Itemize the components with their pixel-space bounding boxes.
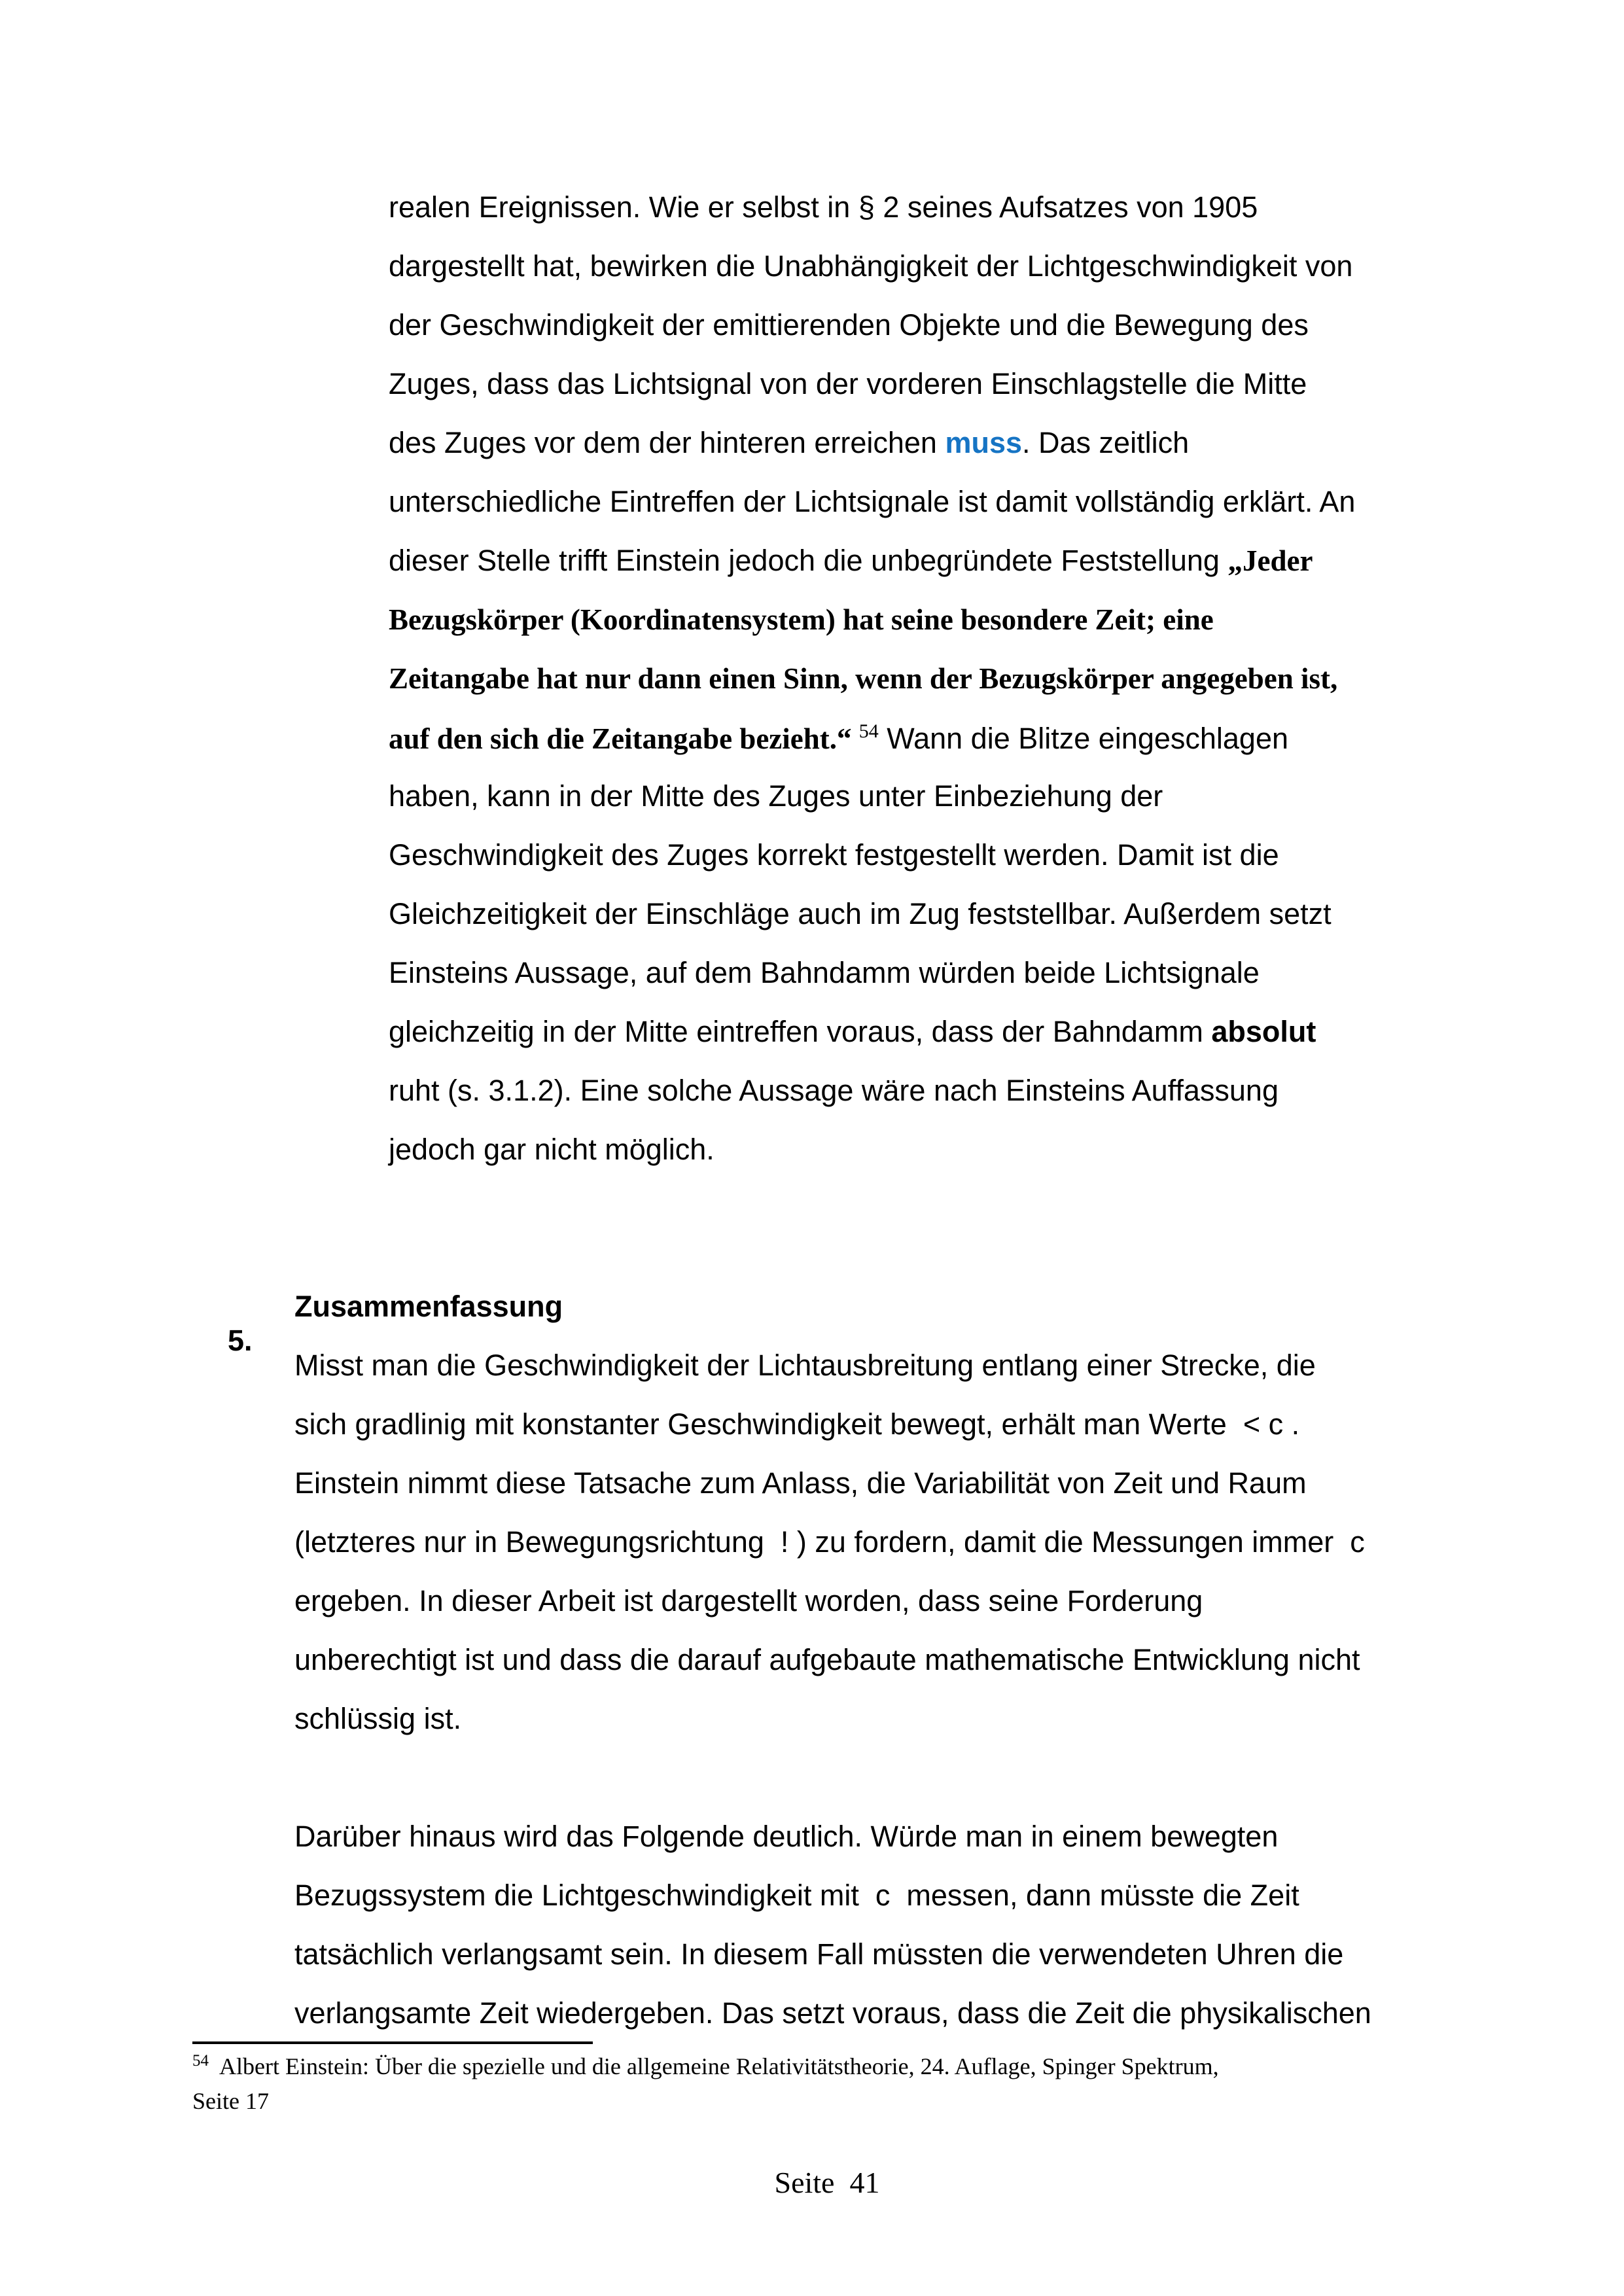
text-line <box>294 1407 1299 1441</box>
text-run: Einsteins Aussage, auf dem Bahndamm würden beide Lichtsignale <box>389 956 1260 989</box>
text-run: unterschiedliche Eintreffen der Lichtsignale ist damit vollständig erklärt. An <box>389 485 1356 518</box>
text-run: . Das zeitlich <box>1022 426 1190 459</box>
text-run: des Zuges vor dem der hinteren erreichen <box>389 426 945 459</box>
text-run: Darüber hinaus wird das Folgende deutlich. Würde man in einem bewegten <box>294 1820 1279 1853</box>
text-run: auf den sich die Zeitangabe bezieht.“ <box>389 722 859 755</box>
text-run: realen Ereignissen. Wie er selbst in § 2 seines Aufsatzes von 1905 <box>389 190 1258 224</box>
text-run: gleichzeitig in der Mitte eintreffen voraus, dass der Bahndamm <box>389 1015 1212 1048</box>
text-line <box>389 662 1337 696</box>
text-run: Zeitangabe hat nur dann einen Sinn, wenn der Bezugskörper angegeben ist, <box>389 662 1338 695</box>
text-run: absolut <box>1211 1015 1316 1048</box>
text-run: Geschwindigkeit des Zuges korrekt festgestellt werden. Damit ist die <box>389 838 1279 872</box>
text-run: verlangsamte Zeit wiedergeben. Das setzt voraus, dass die Zeit die physikalischen <box>294 1996 1371 2030</box>
text-run: der Geschwindigkeit der emittierenden Objekte und die Bewegung des <box>389 308 1309 342</box>
text-run: 54 <box>192 2052 209 2070</box>
text-line <box>389 190 1258 224</box>
text-run: Einstein nimmt diese Tatsache zum Anlass, die Variabilität von Zeit und Raum <box>294 1466 1307 1500</box>
text-run: muss <box>945 426 1023 459</box>
text-run: tatsächlich verlangsamt sein. In diesem Fall müssten die verwendeten Uhren die <box>294 1937 1344 1971</box>
text-run: haben, kann in der Mitte des Zuges unter Einbeziehung der <box>389 779 1163 813</box>
text-line <box>389 838 1279 872</box>
text-line <box>389 1074 1279 1108</box>
text-line <box>389 544 1313 578</box>
text-line <box>294 1466 1307 1500</box>
text-line <box>294 1643 1360 1677</box>
footnote-separator-rule <box>192 2041 593 2044</box>
text-line <box>294 1879 1299 1913</box>
text-run: 54 <box>858 720 879 742</box>
text-run: Misst man die Geschwindigkeit der Lichtausbreitung entlang einer Strecke, die <box>294 1349 1316 1382</box>
text-line <box>294 1937 1343 1971</box>
text-line <box>294 1702 461 1736</box>
section-heading-title: Zusammenfassung <box>294 1290 563 1323</box>
text-line <box>389 897 1332 931</box>
text-run: sich gradlinig mit konstanter Geschwindigkeit bewegt, erhält man Werte < c . <box>294 1407 1300 1441</box>
text-run: Gleichzeitigkeit der Einschläge auch im Zug feststellbar. Außerdem setzt <box>389 897 1332 930</box>
text-line <box>389 485 1355 519</box>
text-line <box>389 956 1260 990</box>
text-run: dieser Stelle trifft Einstein jedoch die unbegründete Feststellung <box>389 544 1228 577</box>
text-run: Bezugskörper (Koordinatensystem) hat seine besondere Zeit; eine <box>389 603 1214 636</box>
text-line <box>389 720 1288 756</box>
text-line <box>389 603 1214 637</box>
section-heading-number: 5. <box>228 1324 253 1357</box>
text-line <box>389 779 1163 813</box>
text-line <box>389 249 1352 283</box>
text-line <box>294 1349 1316 1383</box>
text-run: (letzteres nur in Bewegungsrichtung ! ) zu fordern, damit die Messungen immer c <box>294 1525 1365 1559</box>
text-line <box>294 1525 1365 1559</box>
text-run: ergeben. In dieser Arbeit ist dargestellt worden, dass seine Forderung <box>294 1584 1203 1617</box>
text-line <box>192 2087 269 2115</box>
text-line <box>389 426 1189 460</box>
text-run: dargestellt hat, bewirken die Unabhängigkeit der Lichtgeschwindigkeit von <box>389 249 1353 283</box>
text-run: Albert Einstein: Über die spezielle und die allgemeine Relativitätstheorie, 24. Auflage, Spinger Spektrum, <box>209 2053 1219 2079</box>
text-line <box>294 1996 1371 2030</box>
text-run: Seite 17 <box>192 2088 269 2114</box>
text-run: „Jeder <box>1227 544 1313 577</box>
text-run: Zuges, dass das Lichtsignal von der vorderen Einschlagstelle die Mitte <box>389 367 1307 400</box>
section-heading <box>195 1290 563 1426</box>
text-line <box>389 1015 1316 1049</box>
text-line <box>294 1820 1278 1854</box>
text-line <box>389 1133 715 1167</box>
text-run: schlüssig ist. <box>294 1702 462 1735</box>
text-line <box>389 367 1307 401</box>
page-footer <box>0 2130 1624 2234</box>
text-run: jedoch gar nicht möglich. <box>389 1133 715 1166</box>
text-run: unberechtigt ist und dass die darauf aufgebaute mathematische Entwicklung nicht <box>294 1643 1360 1676</box>
page-footer-text: Seite 41 <box>774 2166 880 2199</box>
text-line <box>192 2052 1219 2080</box>
text-line <box>389 308 1309 342</box>
text-run: ruht (s. 3.1.2). Eine solche Aussage wäre nach Einsteins Auffassung <box>389 1074 1279 1107</box>
text-line <box>294 1584 1203 1618</box>
text-run: Wann die Blitze eingeschlagen <box>878 722 1289 755</box>
text-run: Bezugssystem die Lichtgeschwindigkeit mit c messen, dann müsste die Zeit <box>294 1879 1299 1912</box>
